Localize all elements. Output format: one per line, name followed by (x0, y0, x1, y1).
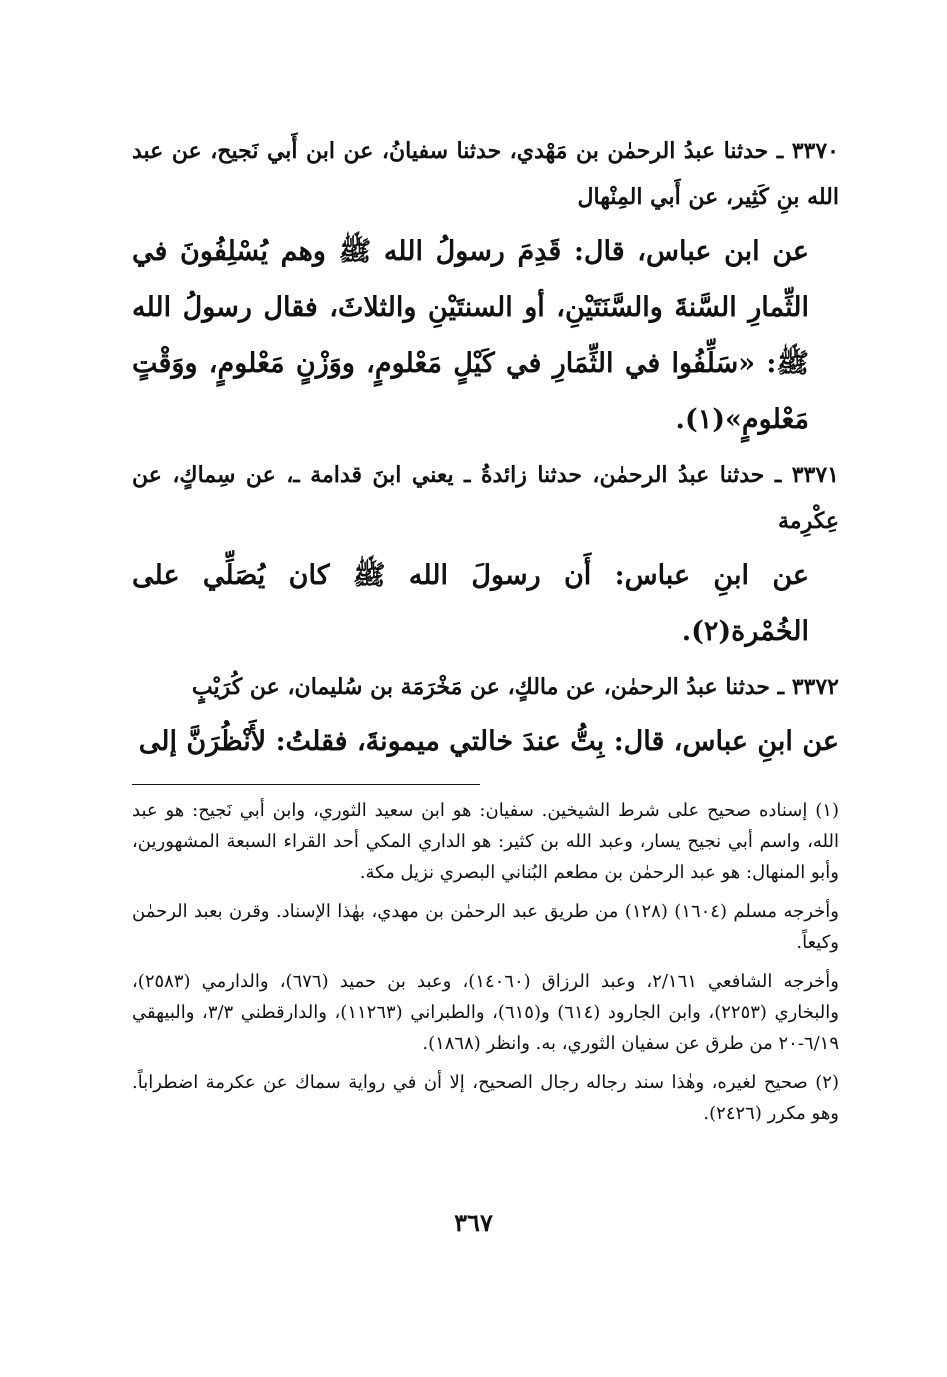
hadith-3371-isnad: ٣٣٧١ ـ حدثنا عبدُ الرحمٰن، حدثنا زائدةُ ـ يعني ابنَ قدامة ـ، عن سِماكٍ، عن عِكْرِمة (132, 462, 839, 534)
footnote-1-sources: وأخرجه الشافعي ٢/١٦١، وعبد الرزاق (١٤٠٦٠)، وعبد بن حميد (٦٧٦)، والدارمي (٢٥٨٣)، والبخاري (٢٢٥٣)، وابن الجارود (٦١٤) و(٦١٥)، والطبراني (١١٢٦٣)، والدارقطني ٣/٣، والبيهقي ٦/١٩-٢٠ من طرق عن سفيان الثوري، به. وانظر (١٨٦٨). (132, 971, 839, 1054)
page-body (132, 128, 839, 1137)
footnote-1-muslim: وأخرجه مسلم (١٦٠٤) (١٢٨) من طريق عبد الرحمٰن بن مهدي، بهٰذا الإسناد. وقرن بعبد الرحمٰن وكيعاً. (132, 901, 839, 953)
footnote-2: (٢) صحيح لغيره، وهٰذا سند رجاله رجال الصحيح، إلا أن في رواية سماك عن عكرمة اضطراباً. وهو مكرر (٢٤٢٦). (132, 1072, 839, 1124)
hadith-3371-matn: عن ابنِ عباس: أَن رسولَ الله ﷺ كان يُصَلِّي على الخُمْرة(٢). (132, 560, 810, 647)
hadith-3372-matn: عن ابنِ عباس، قال: بِتُّ عندَ خالتي ميمونةَ، فقلتُ: لأَنْظُرَنَّ إلى (138, 726, 839, 757)
hadith-3370-isnad: ٣٣٧٠ ـ حدثنا عبدُ الرحمٰن بن مَهْدي، حدثنا سفيانُ، عن ابن أَبي نَجيح، عن عبد الله بنِ كَثِير، عن أَبي المِنْهال (132, 138, 839, 210)
hadith-3370-matn: عن ابن عباس، قال: قَدِمَ رسولُ الله ﷺ وهم يُسْلِفُونَ في الثِّمارِ السَّنةَ والسَّنَتَيْنِ، أو السنتَيْنِ والثلاثَ، فقال رسولُ الله ﷺ: «سَلِّفُوا في الثِّمَارِ في كَيْلٍ مَعْلومٍ، ووَزْنٍ مَعْلومٍ، ووَقْتٍ مَعْلومٍ»(١). (132, 236, 809, 435)
footnote-1: (١) إسناده صحيح على شرط الشيخين. سفيان: هو ابن سعيد الثوري، وابن أبي نَجيح: هو عبد الله، واسم أبي نجيح يسار، وعبد الله بن كثير: هو الداري المكي أحد القراء السبعة المشهورين، وأبو المنهال: هو عبد الرحمٰن بن مطعم البُناني البصري نزيل مكة. (132, 800, 839, 883)
footnote-divider (132, 784, 480, 785)
page-number: ٣٦٧ (454, 1208, 493, 1237)
hadith-3372-isnad: ٣٣٧٢ ـ حدثنا عبدُ الرحمٰن، عن مالكٍ، عن مَخْرَمَة بن سُليمان، عن كُرَيْبٍ (191, 674, 839, 700)
